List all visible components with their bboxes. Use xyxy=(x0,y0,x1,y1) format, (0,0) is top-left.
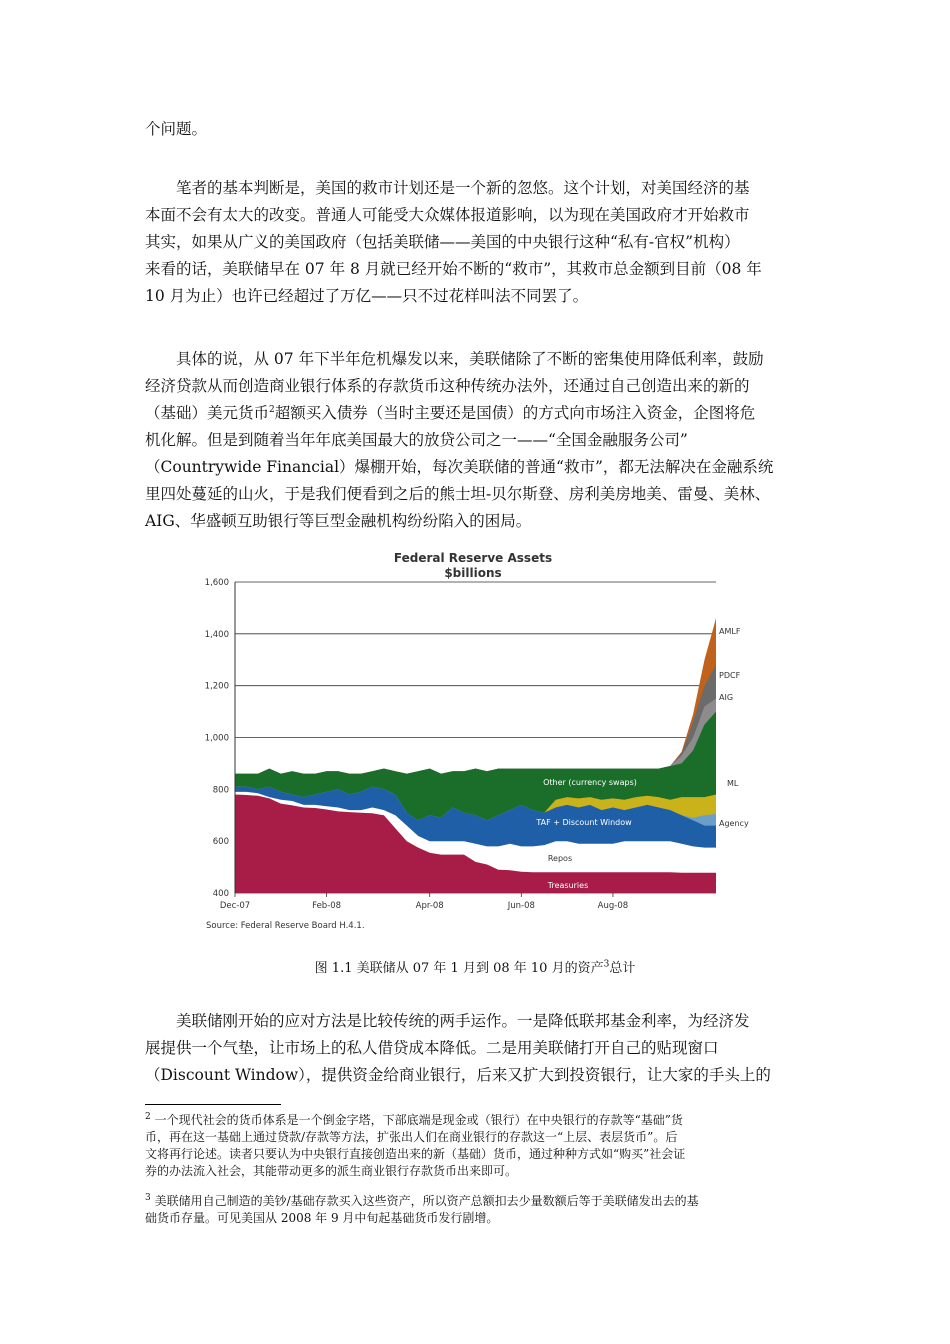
text-line: 10 月为止）也许已经超过了万亿——只不过花样叫法不同罢了。 xyxy=(145,287,589,305)
text-line: AIG、华盛顿互助银行等巨型金融机构纷纷陷入的困局。 xyxy=(145,512,532,530)
y-tick-label: 1,600 xyxy=(204,578,229,588)
footnote-separator xyxy=(145,1104,281,1105)
area-series xyxy=(235,618,716,893)
y-tick-label: 600 xyxy=(212,837,229,848)
footnote-line: 础货币存量。可见美国从 2008 年 9 月中旬起基础货币发行剧增。 xyxy=(145,1211,499,1225)
text-line: 笔者的基本判断是，美国的救市计划还是一个新的忽悠。这个计划，对美国经济的基 xyxy=(176,179,750,197)
paragraph-0 xyxy=(145,116,810,143)
series-label: Agency xyxy=(719,819,749,828)
footnote-text: 一个现代社会的货币体系是一个倒金字塔，下部底端是现金或（银行）在中央银行的存款等“基础”货 xyxy=(154,1113,683,1127)
x-tick-label: Dec-07 xyxy=(219,901,251,911)
text-line: 个问题。 xyxy=(145,120,208,138)
footnote-mark: 3 xyxy=(145,1193,151,1203)
series-label: AIG xyxy=(719,693,734,702)
series-label: Repos xyxy=(547,854,573,863)
chart-title: Federal Reserve Assets xyxy=(393,551,553,565)
chart-subtitle: $billions xyxy=(444,566,502,580)
text-line: 展提供一个气垫，让市场上的私人借贷成本降低。二是用美联储打开自己的贴现窗口 xyxy=(145,1039,719,1057)
text-fragment: 超额买入债券（当时主要还是国债）的方式向市场注入资金，企图将危 xyxy=(274,404,756,422)
footnote-3 xyxy=(145,1193,810,1227)
paragraph-3 xyxy=(145,1008,810,1089)
text-line: 其实，如果从广义的美国政府（包括美联储——美国的中央银行这种“私有-官权”机构） xyxy=(145,233,740,251)
text-line: （Discount Window），提供资金给商业银行，后来又扩大到投资银行，让大家的手头上的 xyxy=(145,1066,771,1084)
paragraph-2 xyxy=(145,346,810,535)
caption-text: 图 1.1 美联储从 07 年 1 月到 08 年 10 月的资产 xyxy=(314,961,604,976)
footnote-ref-3[interactable]: 3 xyxy=(603,959,610,970)
figure-caption xyxy=(0,957,950,976)
footnote-mark: 2 xyxy=(145,1112,151,1122)
text-line: 本面不会有太大的改变。普通人可能受大众媒体报道影响，以为现在美国政府才开始救市 xyxy=(145,206,750,224)
y-tick-label: 1,400 xyxy=(204,629,229,640)
paragraph-1 xyxy=(145,175,810,310)
text-line: 里四处蔓延的山火，于是我们便看到之后的熊士坦-贝尔斯登、房利美房地美、雷曼、美林、 xyxy=(145,485,771,503)
footnote-2 xyxy=(145,1112,810,1180)
x-tick-label: Feb-08 xyxy=(312,901,342,911)
text-line: 美联储刚开始的应对方法是比较传统的两手运作。一是降低联邦基金利率，为经济发 xyxy=(176,1012,750,1030)
text-line: 具体的说，从 07 年下半年危机爆发以来，美联储除了不断的密集使用降低利率，鼓励 xyxy=(176,350,764,368)
series-label: Other (currency swaps) xyxy=(543,778,637,787)
footnote-line: 文将再行论述。读者只要认为中央银行直接创造出来的新（基础）货币，通过种种方式如“购买”社会证 xyxy=(145,1147,686,1161)
series-label: TAF + Discount Window xyxy=(536,818,632,827)
y-tick-label: 800 xyxy=(212,785,229,796)
y-tick-label: 400 xyxy=(212,889,229,899)
footnote-line xyxy=(145,1112,810,1129)
footnote-line: 币，再在这一基础上通过贷款/存款等方法，扩张出人们在商业银行的存款这一“上层、表层货币”。后 xyxy=(145,1130,678,1144)
federal-reserve-assets-chart xyxy=(198,545,758,940)
footnote-line: 券的办法流入社会，其能带动更多的派生商业银行存款货币出来即可。 xyxy=(145,1164,518,1178)
text-line-with-footnote xyxy=(145,400,810,427)
series-label: PDCF xyxy=(719,671,741,680)
text-line: 来看的话，美联储早在 07 年 8 月就已经开始不断的“救市”，其救市总金额到目前（08 年 xyxy=(145,260,762,278)
x-tick-label: Aug-08 xyxy=(597,901,629,911)
chart-source: Source: Federal Reserve Board H.4.1. xyxy=(206,921,365,931)
series-label: AMLF xyxy=(719,627,741,636)
footnote-line xyxy=(145,1193,810,1210)
text-line: 机化解。但是到随着当年年底美国最大的放贷公司之一——“全国金融服务公司” xyxy=(145,431,688,449)
x-tick-label: Jun-08 xyxy=(507,901,535,911)
chart-svg xyxy=(198,545,758,940)
footnote-ref-2[interactable]: 2 xyxy=(269,404,275,415)
x-tick-label: Apr-08 xyxy=(415,901,444,911)
text-fragment: （基础）美元货币 xyxy=(145,404,270,422)
caption-tail: 总计 xyxy=(609,961,636,976)
y-tick-label: 1,200 xyxy=(204,681,229,692)
footnote-text: 美联储用自己制造的美钞/基础存款买入这些资产，所以资产总额扣去少量数额后等于美联储发出去的基 xyxy=(154,1194,699,1208)
text-line: （Countrywide Financial）爆棚开始，每次美联储的普通“救市”，都无法解决在金融系统 xyxy=(145,458,774,476)
series-label: ML xyxy=(727,779,739,788)
series-label: Treasuries xyxy=(547,881,589,890)
text-line: 经济贷款从而创造商业银行体系的存款货币这种传统办法外，还通过自己创造出来的新的 xyxy=(145,377,750,395)
y-tick-label: 1,000 xyxy=(204,733,229,744)
